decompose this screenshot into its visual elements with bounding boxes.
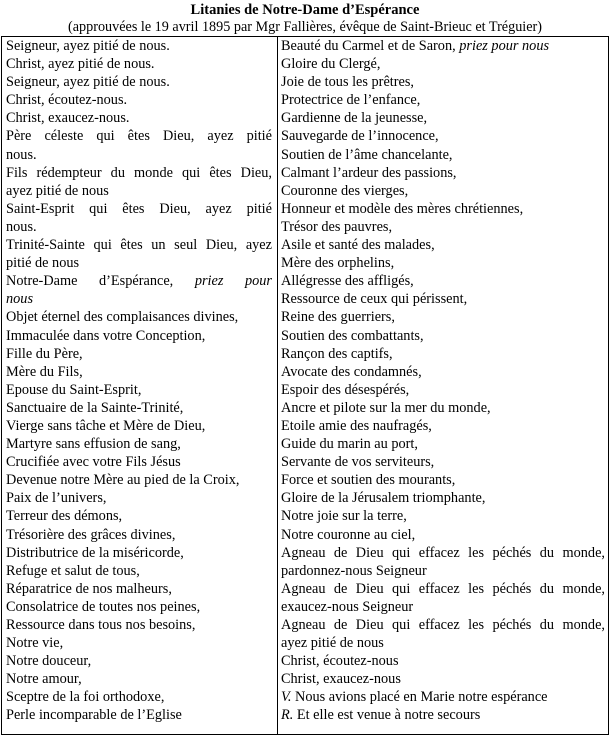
- invocation-text: Ancre et pilote sur la mer du monde,: [281, 399, 491, 416]
- right-litany-line: [281, 598, 605, 616]
- invocation-text: Gloire du Clergé,: [281, 56, 381, 73]
- invocation-text: Saint-Esprit qui êtes Dieu, ayez pitié: [6, 200, 272, 217]
- invocation-text: Notre douceur,: [6, 653, 92, 670]
- left-litany-line: [6, 254, 272, 272]
- invocation-text: nous.: [6, 218, 37, 235]
- right-litany-line: [281, 254, 605, 272]
- invocation-text: Gardienne de la jeunesse,: [281, 110, 428, 127]
- page-title: Litanies de Notre-Dame d’Espérance: [190, 2, 420, 18]
- left-litany-line: [6, 37, 272, 55]
- invocation-text: Epouse du Saint-Esprit,: [6, 381, 142, 398]
- right-litany-line: [281, 435, 605, 453]
- right-litany-line: [281, 91, 605, 109]
- left-litany-line: [6, 562, 272, 580]
- right-litany-line: [281, 453, 605, 471]
- invocation-text: Force et soutien des mourants,: [281, 472, 456, 489]
- invocation-text: exaucez-nous Seigneur: [281, 598, 414, 615]
- left-litany-line: [6, 109, 272, 127]
- invocation-text: Martyre sans effusion de sang,: [6, 436, 181, 453]
- right-litany-line: [281, 417, 605, 435]
- right-litany-line: [281, 73, 605, 91]
- left-litany-line: [6, 146, 272, 164]
- invocation-text: Paix de l’univers,: [6, 490, 107, 507]
- left-litany-line: [6, 308, 272, 326]
- column-divider: [277, 37, 278, 734]
- left-litany-line: [6, 670, 272, 688]
- left-litany-line: [6, 453, 272, 471]
- left-litany-line: [6, 471, 272, 489]
- invocation-text: pardonnez-nous Seigneur: [281, 562, 427, 579]
- left-litany-line: [6, 598, 272, 616]
- left-litany-line: [6, 489, 272, 507]
- left-litany-line: [6, 73, 272, 91]
- right-litany-line: [281, 146, 605, 164]
- invocation-text: Notre amour,: [6, 671, 82, 688]
- invocation-text: Notre-Dame d’Espérance,: [6, 273, 174, 290]
- invocation-text: Notre joie sur la terre,: [281, 508, 407, 525]
- invocation-text: Calmant l’ardeur des passions,: [281, 164, 457, 181]
- invocation-text: Joie de tous les prêtres,: [281, 74, 415, 91]
- invocation-text: Servante de vos serviteurs,: [281, 454, 435, 471]
- right-litany-line: [281, 327, 605, 345]
- invocation-text: Nous avions placé en Marie notre espérance: [291, 689, 548, 706]
- invocation-text: Notre couronne au ciel,: [281, 526, 416, 543]
- invocation-text: Christ, ayez pitié de nous.: [6, 56, 155, 73]
- invocation-text: Agneau de Dieu qui effacez les péchés du monde,: [281, 544, 605, 561]
- left-litany-line: [6, 363, 272, 381]
- invocation-text: Refuge et salut de tous,: [6, 562, 140, 579]
- invocation-text: Trésorière des grâces divines,: [6, 526, 176, 543]
- right-litany-line: [281, 670, 605, 688]
- invocation-text: Guide du marin au port,: [281, 436, 418, 453]
- invocation-text: Consolatrice de toutes nos peines,: [6, 598, 201, 615]
- invocation-text: Seigneur, ayez pitié de nous.: [6, 74, 170, 91]
- right-litany-line: [281, 706, 605, 724]
- left-litany-line: [6, 688, 272, 706]
- right-litany-line: [281, 236, 605, 254]
- left-litany-line: [6, 164, 272, 182]
- litany-table: [1, 36, 609, 735]
- invocation-text: pitié de nous: [6, 255, 80, 272]
- left-litany-line: [6, 327, 272, 345]
- left-litany-line: [6, 272, 272, 290]
- left-litany-line: [6, 634, 272, 652]
- right-litany-line: [281, 37, 605, 55]
- invocation-text: Trésor des pauvres,: [281, 218, 393, 235]
- right-litany-line: [281, 489, 605, 507]
- left-litany-line: [6, 200, 272, 218]
- left-litany-line: [6, 417, 272, 435]
- right-litany-line: [281, 308, 605, 326]
- invocation-text: Perle incomparable de l’Eglise: [6, 707, 182, 724]
- invocation-text: Beauté du Carmel et de Saron,: [281, 38, 456, 54]
- left-litany-line: [6, 127, 272, 145]
- invocation-text: Christ, écoutez-nous: [281, 653, 399, 670]
- invocation-text: Sceptre de la foi orthodoxe,: [6, 689, 165, 706]
- left-litany-line: [6, 544, 272, 562]
- invocation-text: Distributrice de la miséricorde,: [6, 544, 184, 561]
- right-litany-line: [281, 526, 605, 544]
- invocation-text: Et elle est venue à notre secours: [293, 707, 481, 724]
- right-litany-line: [281, 471, 605, 489]
- invocation-text: Père céleste qui êtes Dieu, ayez pitié: [6, 128, 272, 145]
- invocation-text: Agneau de Dieu qui effacez les péchés du monde,: [281, 617, 605, 633]
- left-litany-line: [6, 290, 272, 308]
- left-litany-line: [6, 435, 272, 453]
- left-litany-line: [6, 507, 272, 525]
- invocation-text: Asile et santé des malades,: [281, 237, 435, 254]
- left-column: [6, 37, 272, 725]
- versicle-marker: V.: [281, 689, 292, 706]
- invocation-text: Terreur des démons,: [6, 508, 123, 525]
- right-litany-line: [281, 182, 605, 200]
- right-litany-line: [281, 399, 605, 417]
- right-litany-line: [281, 164, 605, 182]
- left-litany-line: [6, 616, 272, 634]
- invocation-text: Christ, exaucez-nous.: [6, 110, 130, 127]
- right-litany-line: [281, 109, 605, 127]
- invocation-text: ayez pitié de nous: [281, 635, 384, 652]
- response-text: nous: [6, 291, 34, 308]
- left-litany-line: [6, 55, 272, 73]
- invocation-text: Soutien de l’âme chancelante,: [281, 146, 453, 163]
- left-litany-line: [6, 706, 272, 724]
- invocation-text: Notre vie,: [6, 635, 64, 652]
- invocation-text: Allégresse des affligés,: [281, 273, 414, 290]
- left-litany-line: [6, 652, 272, 670]
- right-litany-line: [281, 688, 605, 706]
- right-litany-line: [281, 127, 605, 145]
- right-litany-line: [281, 218, 605, 236]
- invocation-text: Réparatrice de nos malheurs,: [6, 580, 172, 597]
- invocation-text: Mère du Fils,: [6, 363, 83, 380]
- invocation-text: Mère des orphelins,: [281, 255, 395, 272]
- left-litany-line: [6, 399, 272, 417]
- left-litany-line: [6, 218, 272, 236]
- right-litany-line: [281, 580, 605, 598]
- invocation-text: Avocate des condamnés,: [281, 363, 422, 380]
- right-litany-line: [281, 345, 605, 363]
- right-litany-line: [281, 652, 605, 670]
- right-litany-line: [281, 363, 605, 381]
- right-litany-line: [281, 507, 605, 525]
- invocation-text: Agneau de Dieu qui effacez les péchés du monde,: [281, 580, 605, 597]
- page-subtitle: (approuvées le 19 avril 1895 par Mgr Fallières, évêque de Saint-Brieuc et Tréguier): [68, 19, 542, 35]
- invocation-text: Honneur et modèle des mères chrétiennes,: [281, 200, 524, 217]
- left-litany-line: [6, 345, 272, 363]
- right-litany-line: [281, 381, 605, 399]
- invocation-text: Christ, exaucez-nous: [281, 671, 401, 688]
- left-litany-line: [6, 580, 272, 598]
- invocation-text: Seigneur, ayez pitié de nous.: [6, 38, 170, 54]
- right-litany-line: [281, 634, 605, 652]
- invocation-text: Trinité-Sainte qui êtes un seul Dieu, ayez: [6, 237, 272, 254]
- right-litany-line: [281, 544, 605, 562]
- invocation-text: Espoir des désespérés,: [281, 381, 410, 398]
- invocation-text: Protectrice de l’enfance,: [281, 92, 421, 109]
- right-litany-line: [281, 562, 605, 580]
- invocation-text: nous.: [6, 146, 37, 163]
- right-litany-line: [281, 616, 605, 634]
- right-litany-line: [281, 200, 605, 218]
- right-litany-line: [281, 272, 605, 290]
- right-litany-line: [281, 290, 605, 308]
- left-litany-line: [6, 91, 272, 109]
- invocation-text: Etoile amie des naufragés,: [281, 417, 432, 434]
- invocation-text: Vierge sans tâche et Mère de Dieu,: [6, 417, 206, 434]
- invocation-text: Fils rédempteur du monde qui êtes Dieu,: [6, 164, 272, 181]
- invocation-text: Couronne des vierges,: [281, 182, 409, 199]
- invocation-text: Immaculée dans votre Conception,: [6, 327, 206, 344]
- left-litany-line: [6, 236, 272, 254]
- response-text: priez pour: [194, 273, 273, 290]
- invocation-text: Ressource dans tous nos besoins,: [6, 617, 196, 633]
- invocation-text: Rançon des captifs,: [281, 345, 393, 362]
- response-text: priez pour nous: [459, 38, 550, 54]
- invocation-text: Fille du Père,: [6, 345, 83, 362]
- invocation-text: Sanctuaire de la Sainte-Trinité,: [6, 399, 184, 416]
- left-litany-line: [6, 182, 272, 200]
- invocation-text: Devenue notre Mère au pied de la Croix,: [6, 472, 240, 489]
- versicle-marker: R.: [281, 707, 294, 724]
- invocation-text: Ressource de ceux qui périssent,: [281, 291, 468, 308]
- invocation-text: Objet éternel des complaisances divines,: [6, 309, 239, 326]
- invocation-text: Christ, écoutez-nous.: [6, 92, 128, 109]
- invocation-text: Crucifiée avec votre Fils Jésus: [6, 454, 181, 471]
- invocation-text: ayez pitié de nous: [6, 182, 109, 199]
- right-litany-line: [281, 55, 605, 73]
- invocation-text: Soutien des combattants,: [281, 327, 424, 344]
- invocation-text: Reine des guerriers,: [281, 309, 395, 326]
- right-column: [281, 37, 605, 725]
- invocation-text: Sauvegarde de l’innocence,: [281, 128, 439, 145]
- invocation-text: Gloire de la Jérusalem triomphante,: [281, 490, 486, 507]
- left-litany-line: [6, 381, 272, 399]
- left-litany-line: [6, 526, 272, 544]
